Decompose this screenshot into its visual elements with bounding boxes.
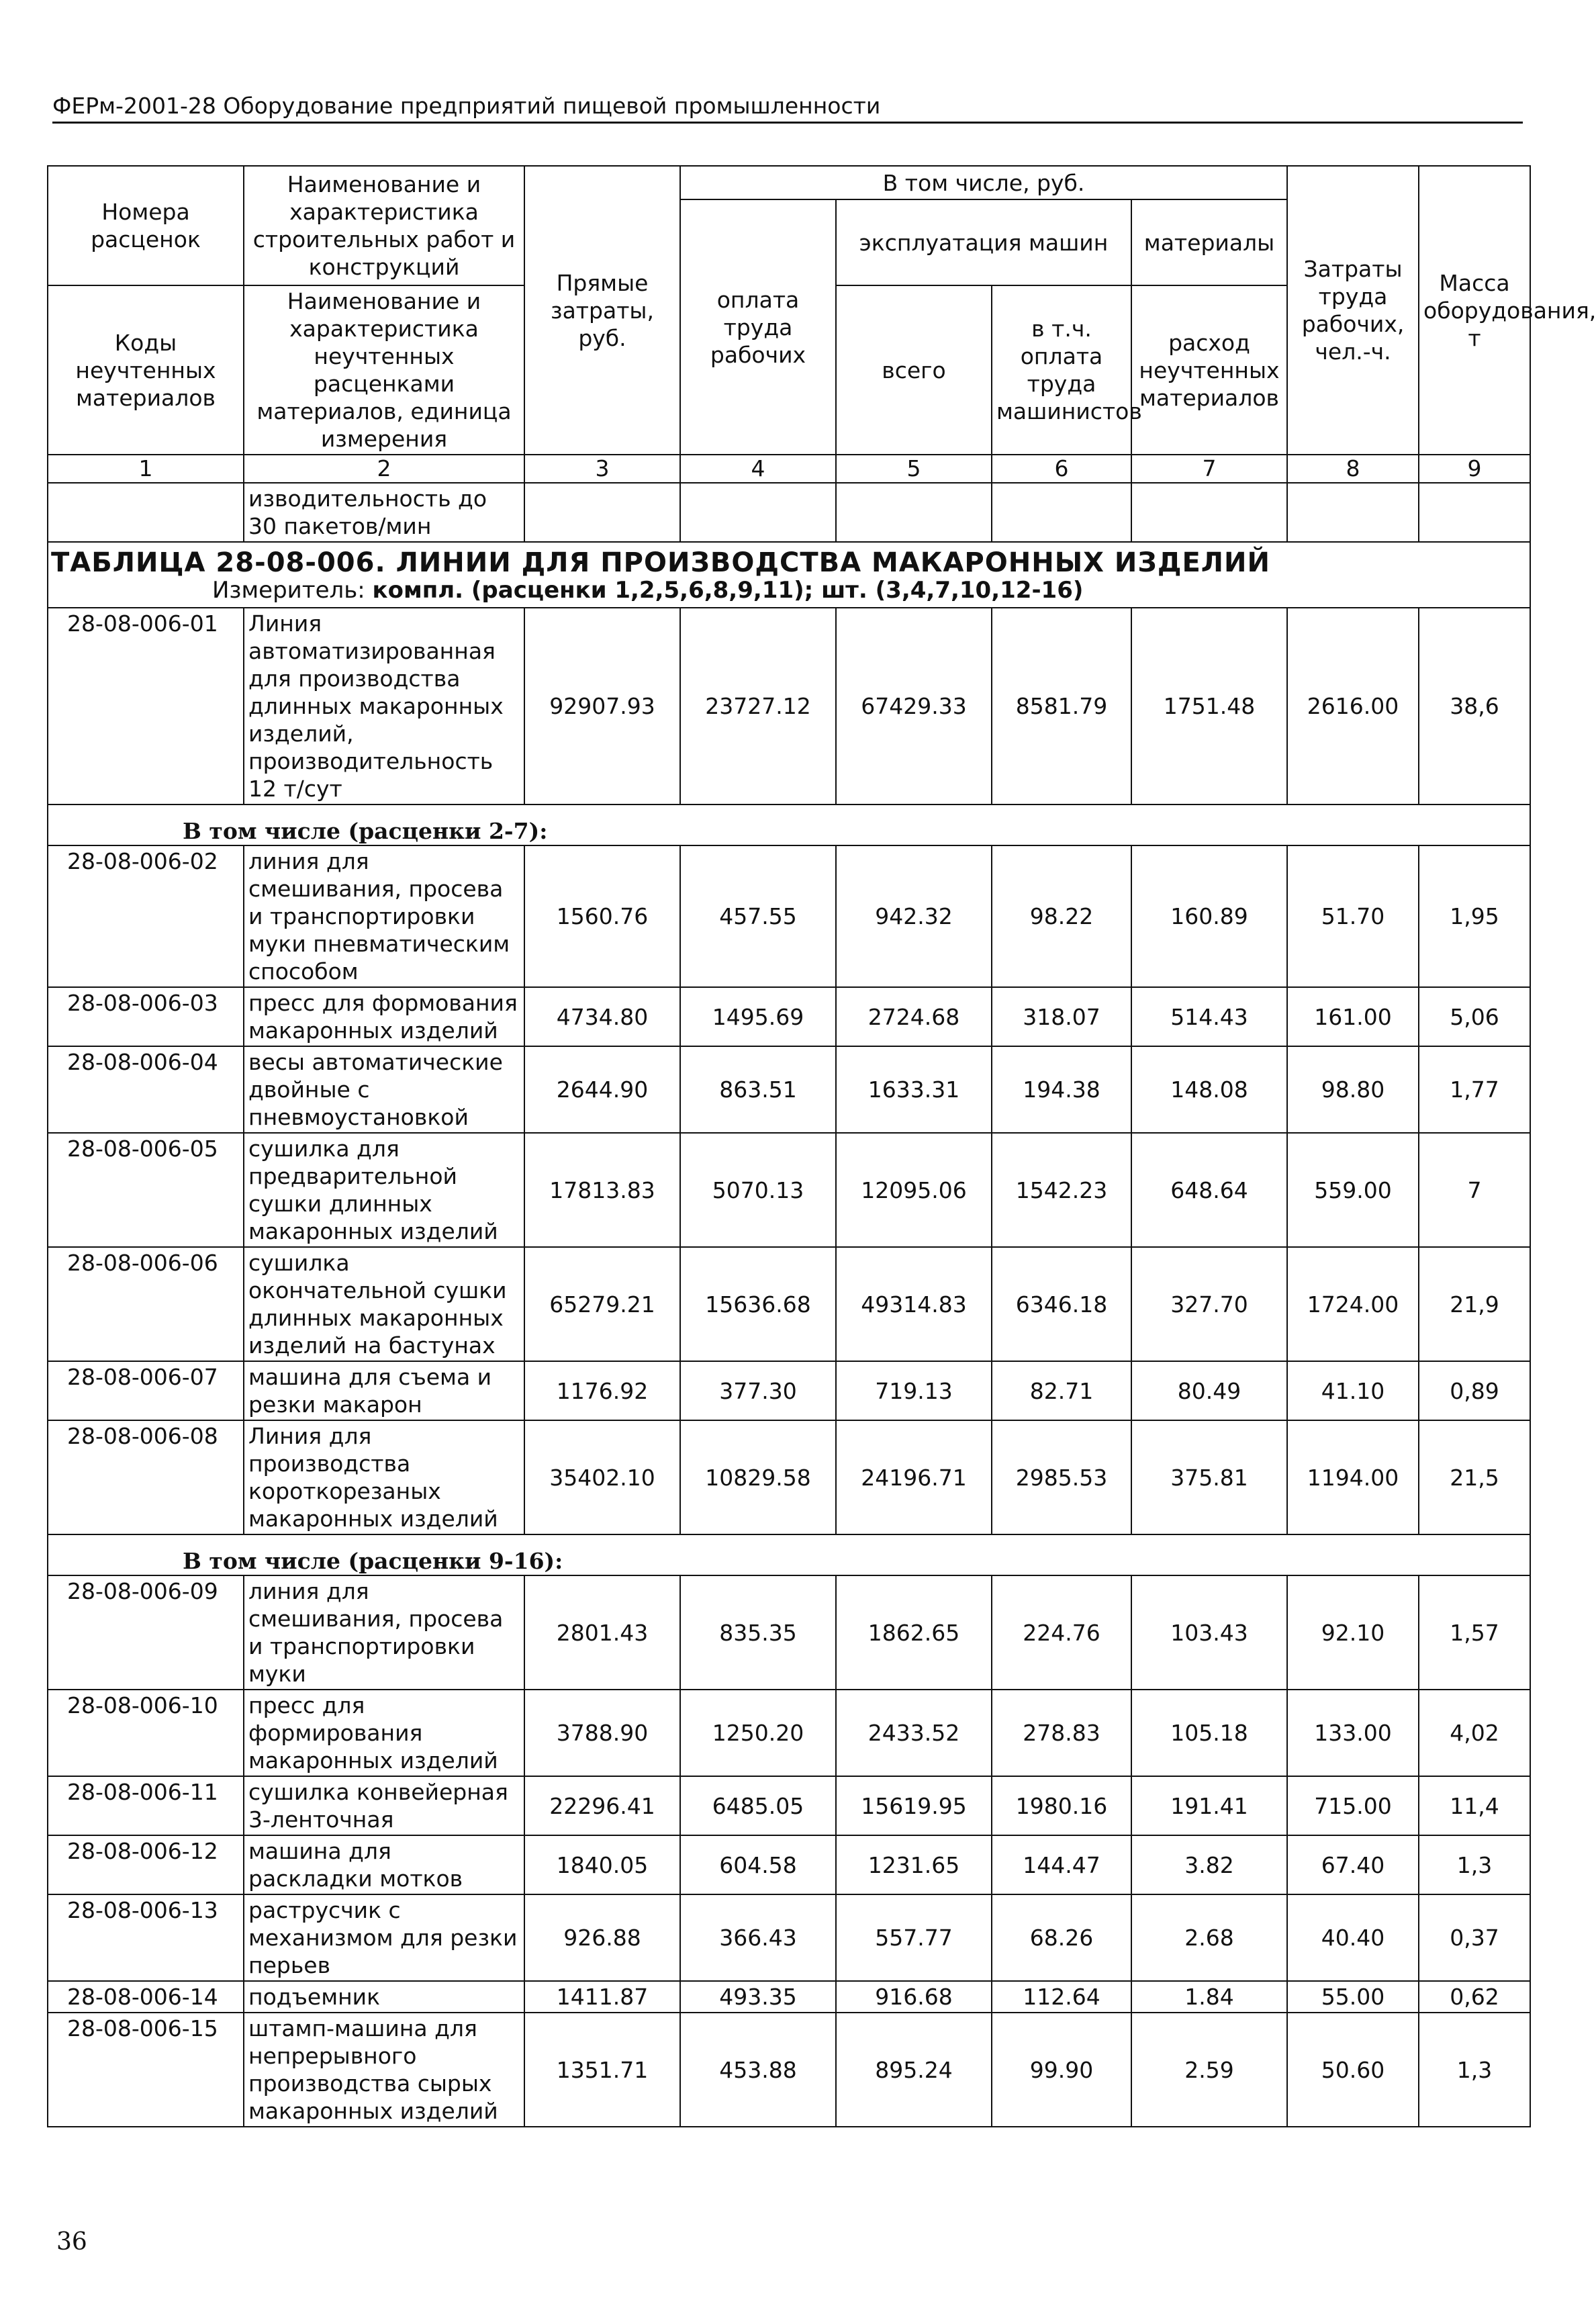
table-row <box>48 987 1530 1046</box>
cell-materials: 327.70 <box>1131 1247 1287 1361</box>
rate-code: 28-08-006-02 <box>48 845 244 987</box>
cell-mass: 21,5 <box>1419 1420 1530 1534</box>
rate-code: 28-08-006-07 <box>48 1361 244 1420</box>
column-number: 8 <box>1287 455 1419 483</box>
rate-code: 28-08-006-05 <box>48 1133 244 1247</box>
cell-materials: 103.43 <box>1131 1575 1287 1690</box>
header-wage: оплата труда рабочих <box>680 199 836 455</box>
cell-labor: 1724.00 <box>1287 1247 1419 1361</box>
cell-machine-wage: 98.22 <box>992 845 1131 987</box>
cell-labor: 133.00 <box>1287 1690 1419 1776</box>
cell-labor: 161.00 <box>1287 987 1419 1046</box>
rate-name: машина для раскладки мотков <box>244 1835 524 1894</box>
cell-machine-wage: 6346.18 <box>992 1247 1131 1361</box>
header-mass: Масса оборудования, т <box>1419 166 1530 455</box>
table-row <box>48 1776 1530 1835</box>
cell-mass: 7 <box>1419 1133 1530 1247</box>
rate-name: машина для съема и резки макарон <box>244 1361 524 1420</box>
cell-labor: 50.60 <box>1287 2013 1419 2127</box>
running-head: ФЕРм-2001-28 Оборудование предприятий пищевой промышленности <box>52 93 1523 124</box>
subheading: В том числе (расценки 9-16): <box>48 1534 1530 1575</box>
cell-direct: 1176.92 <box>524 1361 680 1420</box>
cell-mass: 1,95 <box>1419 845 1530 987</box>
cell-machines: 557.77 <box>836 1894 992 1981</box>
cell-machines: 1862.65 <box>836 1575 992 1690</box>
cell-direct: 92907.93 <box>524 608 680 804</box>
column-number: 4 <box>680 455 836 483</box>
rate-name: весы автоматические двойные с пневмоустановкой <box>244 1046 524 1133</box>
cell-machines: 895.24 <box>836 2013 992 2127</box>
header-machines-wage: в т.ч. оплата труда машинистов <box>992 285 1131 455</box>
header-machines: эксплуатация машин <box>836 199 1131 285</box>
cell-direct: 926.88 <box>524 1894 680 1981</box>
cell-mass: 1,57 <box>1419 1575 1530 1690</box>
cell-labor: 40.40 <box>1287 1894 1419 1981</box>
cell-direct: 22296.41 <box>524 1776 680 1835</box>
rates-table <box>47 165 1596 2127</box>
rate-code: 28-08-006-14 <box>48 1981 244 2013</box>
rate-code: 28-08-006-13 <box>48 1894 244 1981</box>
cell-direct: 2801.43 <box>524 1575 680 1690</box>
cell-direct: 1840.05 <box>524 1835 680 1894</box>
cell-machine-wage: 112.64 <box>992 1981 1131 2013</box>
cell-labor: 92.10 <box>1287 1575 1419 1690</box>
cell-machines: 2724.68 <box>836 987 992 1046</box>
column-number: 3 <box>524 455 680 483</box>
cell-direct: 65279.21 <box>524 1247 680 1361</box>
cell-wage: 6485.05 <box>680 1776 836 1835</box>
table-row <box>48 845 1530 987</box>
measure-prefix: Измеритель: <box>212 577 373 604</box>
cell-materials: 160.89 <box>1131 845 1287 987</box>
cell-materials: 2.59 <box>1131 2013 1287 2127</box>
cell-machines: 916.68 <box>836 1981 992 2013</box>
rate-code: 28-08-006-10 <box>48 1690 244 1776</box>
cell-machine-wage: 68.26 <box>992 1894 1131 1981</box>
cell-machines: 1633.31 <box>836 1046 992 1133</box>
table-row <box>48 1575 1530 1690</box>
cell-labor: 715.00 <box>1287 1776 1419 1835</box>
cell-labor: 98.80 <box>1287 1046 1419 1133</box>
table-row <box>48 1046 1530 1133</box>
cell-mass: 5,06 <box>1419 987 1530 1046</box>
cell-materials: 375.81 <box>1131 1420 1287 1534</box>
rate-name: сушилка конвейерная 3-ленточная <box>244 1776 524 1835</box>
table-row <box>48 1420 1530 1534</box>
cell-labor: 559.00 <box>1287 1133 1419 1247</box>
cell-machine-wage: 144.47 <box>992 1835 1131 1894</box>
header-name-bottom: Наименование и характеристика неучтенных расценками материалов, единица измерения <box>244 285 524 455</box>
cell-machines: 12095.06 <box>836 1133 992 1247</box>
cell-wage: 457.55 <box>680 845 836 987</box>
rate-name: раструсчик с механизмом для резки перьев <box>244 1894 524 1981</box>
column-number: 1 <box>48 455 244 483</box>
rate-code: 28-08-006-06 <box>48 1247 244 1361</box>
cell-machines: 49314.83 <box>836 1247 992 1361</box>
rate-name: подъемник <box>244 1981 524 2013</box>
cell-machines: 15619.95 <box>836 1776 992 1835</box>
rate-name: штамп-машина для непрерывного производства сырых макаронных изделий <box>244 2013 524 2127</box>
cell-labor: 2616.00 <box>1287 608 1419 804</box>
cell-direct: 1411.87 <box>524 1981 680 2013</box>
cell-machine-wage: 194.38 <box>992 1046 1131 1133</box>
cell-labor: 41.10 <box>1287 1361 1419 1420</box>
header-incl: В том числе, руб. <box>680 166 1287 199</box>
rate-code: 28-08-006-08 <box>48 1420 244 1534</box>
carryover-text: изводительность до 30 пакетов/мин <box>244 483 524 542</box>
cell-materials: 2.68 <box>1131 1894 1287 1981</box>
header-codes-top: Номера расценок <box>48 166 244 285</box>
table-header <box>48 166 1596 608</box>
cell-wage: 1250.20 <box>680 1690 836 1776</box>
cell-wage: 23727.12 <box>680 608 836 804</box>
cell-machine-wage: 8581.79 <box>992 608 1131 804</box>
cell-wage: 1495.69 <box>680 987 836 1046</box>
rate-name: Линия для производства короткорезаных макаронных изделий <box>244 1420 524 1534</box>
cell-labor: 67.40 <box>1287 1835 1419 1894</box>
rate-name: линия для смешивания, просева и транспортировки муки <box>244 1575 524 1690</box>
cell-machine-wage: 1542.23 <box>992 1133 1131 1247</box>
table-row <box>48 1690 1530 1776</box>
table-row <box>48 1361 1530 1420</box>
rate-code: 28-08-006-15 <box>48 2013 244 2127</box>
cell-wage: 863.51 <box>680 1046 836 1133</box>
cell-mass: 0,89 <box>1419 1361 1530 1420</box>
column-number: 2 <box>244 455 524 483</box>
rate-name: пресс для формования макаронных изделий <box>244 987 524 1046</box>
cell-materials: 105.18 <box>1131 1690 1287 1776</box>
rate-name: пресс для формирования макаронных изделий <box>244 1690 524 1776</box>
cell-machine-wage: 99.90 <box>992 2013 1131 2127</box>
page-number: 36 <box>56 2228 87 2256</box>
cell-machines: 2433.52 <box>836 1690 992 1776</box>
cell-wage: 5070.13 <box>680 1133 836 1247</box>
carryover-row <box>48 483 1530 542</box>
cell-mass: 0,37 <box>1419 1894 1530 1981</box>
cell-wage: 10829.58 <box>680 1420 836 1534</box>
table-row <box>48 1133 1530 1247</box>
cell-direct: 2644.90 <box>524 1046 680 1133</box>
subheading-row <box>48 1534 1530 1575</box>
header-name-top: Наименование и характеристика строительных работ и конструкций <box>244 166 524 285</box>
table-row <box>48 1835 1530 1894</box>
cell-wage: 15636.68 <box>680 1247 836 1361</box>
subheading: В том числе (расценки 2-7): <box>48 804 1530 845</box>
cell-labor: 55.00 <box>1287 1981 1419 2013</box>
rate-code: 28-08-006-09 <box>48 1575 244 1690</box>
cell-direct: 17813.83 <box>524 1133 680 1247</box>
cell-machine-wage: 82.71 <box>992 1361 1131 1420</box>
table-row <box>48 608 1530 804</box>
table-row <box>48 2013 1530 2127</box>
cell-machines: 67429.33 <box>836 608 992 804</box>
cell-direct: 3788.90 <box>524 1690 680 1776</box>
cell-mass: 21,9 <box>1419 1247 1530 1361</box>
cell-wage: 835.35 <box>680 1575 836 1690</box>
cell-mass: 1,3 <box>1419 1835 1530 1894</box>
cell-direct: 1351.71 <box>524 2013 680 2127</box>
rate-code: 28-08-006-11 <box>48 1776 244 1835</box>
cell-wage: 453.88 <box>680 2013 836 2127</box>
cell-direct: 4734.80 <box>524 987 680 1046</box>
cell-machines: 719.13 <box>836 1361 992 1420</box>
cell-mass: 0,62 <box>1419 1981 1530 2013</box>
rate-code: 28-08-006-12 <box>48 1835 244 1894</box>
cell-wage: 377.30 <box>680 1361 836 1420</box>
rate-name: сушилка для предварительной сушки длинных макаронных изделий <box>244 1133 524 1247</box>
cell-machine-wage: 224.76 <box>992 1575 1131 1690</box>
cell-machine-wage: 318.07 <box>992 987 1131 1046</box>
column-numbers-row <box>48 455 1530 483</box>
column-number: 9 <box>1419 455 1530 483</box>
header-materials: материалы <box>1131 199 1287 285</box>
cell-machine-wage: 278.83 <box>992 1690 1131 1776</box>
rate-name: Линия автоматизированная для производства длинных макаронных изделий, производительность 12 т/сут <box>244 608 524 804</box>
table-title: ТАБЛИЦА 28-08-006. ЛИНИИ ДЛЯ ПРОИЗВОДСТВА МАКАРОННЫХ ИЗДЕЛИЙ <box>51 547 1270 578</box>
cell-materials: 514.43 <box>1131 987 1287 1046</box>
cell-wage: 366.43 <box>680 1894 836 1981</box>
subheading-row <box>48 804 1530 845</box>
cell-machines: 24196.71 <box>836 1420 992 1534</box>
cell-materials: 3.82 <box>1131 1835 1287 1894</box>
cell-machine-wage: 1980.16 <box>992 1776 1131 1835</box>
cell-wage: 493.35 <box>680 1981 836 2013</box>
measure-line <box>51 577 1524 604</box>
cell-labor: 51.70 <box>1287 845 1419 987</box>
cell-mass: 1,3 <box>1419 2013 1530 2127</box>
cell-machines: 942.32 <box>836 845 992 987</box>
cell-materials: 1751.48 <box>1131 608 1287 804</box>
column-number: 7 <box>1131 455 1287 483</box>
cell-wage: 604.58 <box>680 1835 836 1894</box>
cell-machines: 1231.65 <box>836 1835 992 1894</box>
header-labor: Затраты труда рабочих, чел.-ч. <box>1287 166 1419 455</box>
column-number: 6 <box>992 455 1131 483</box>
measure-value: компл. (расценки 1,2,5,6,8,9,11); шт. (3,4,7,10,12-16) <box>372 577 1084 604</box>
rate-name: линия для смешивания, просева и транспортировки муки пневматическим способом <box>244 845 524 987</box>
table-body <box>48 608 1530 2127</box>
cell-materials: 191.41 <box>1131 1776 1287 1835</box>
cell-mass: 11,4 <box>1419 1776 1530 1835</box>
rate-code: 28-08-006-04 <box>48 1046 244 1133</box>
table-row <box>48 1247 1530 1361</box>
header-machines-total: всего <box>836 285 992 455</box>
cell-materials: 1.84 <box>1131 1981 1287 2013</box>
table-row <box>48 1981 1530 2013</box>
rate-code: 28-08-006-01 <box>48 608 244 804</box>
table-row <box>48 1894 1530 1981</box>
cell-materials: 148.08 <box>1131 1046 1287 1133</box>
cell-direct: 35402.10 <box>524 1420 680 1534</box>
rate-name: сушилка окончательной сушки длинных макаронных изделий на бастунах <box>244 1247 524 1361</box>
cell-materials: 80.49 <box>1131 1361 1287 1420</box>
cell-mass: 4,02 <box>1419 1690 1530 1776</box>
cell-mass: 1,77 <box>1419 1046 1530 1133</box>
cell-mass: 38,6 <box>1419 608 1530 804</box>
rate-code: 28-08-006-03 <box>48 987 244 1046</box>
header-materials-unrecorded: расход неучтенных материалов <box>1131 285 1287 455</box>
cell-direct: 1560.76 <box>524 845 680 987</box>
column-number: 5 <box>836 455 992 483</box>
table-title-row <box>48 542 1530 608</box>
header-codes-bottom: Коды неучтенных материалов <box>48 285 244 455</box>
cell-machine-wage: 2985.53 <box>992 1420 1131 1534</box>
header-direct: Прямые затраты, руб. <box>524 166 680 455</box>
cell-materials: 648.64 <box>1131 1133 1287 1247</box>
cell-labor: 1194.00 <box>1287 1420 1419 1534</box>
